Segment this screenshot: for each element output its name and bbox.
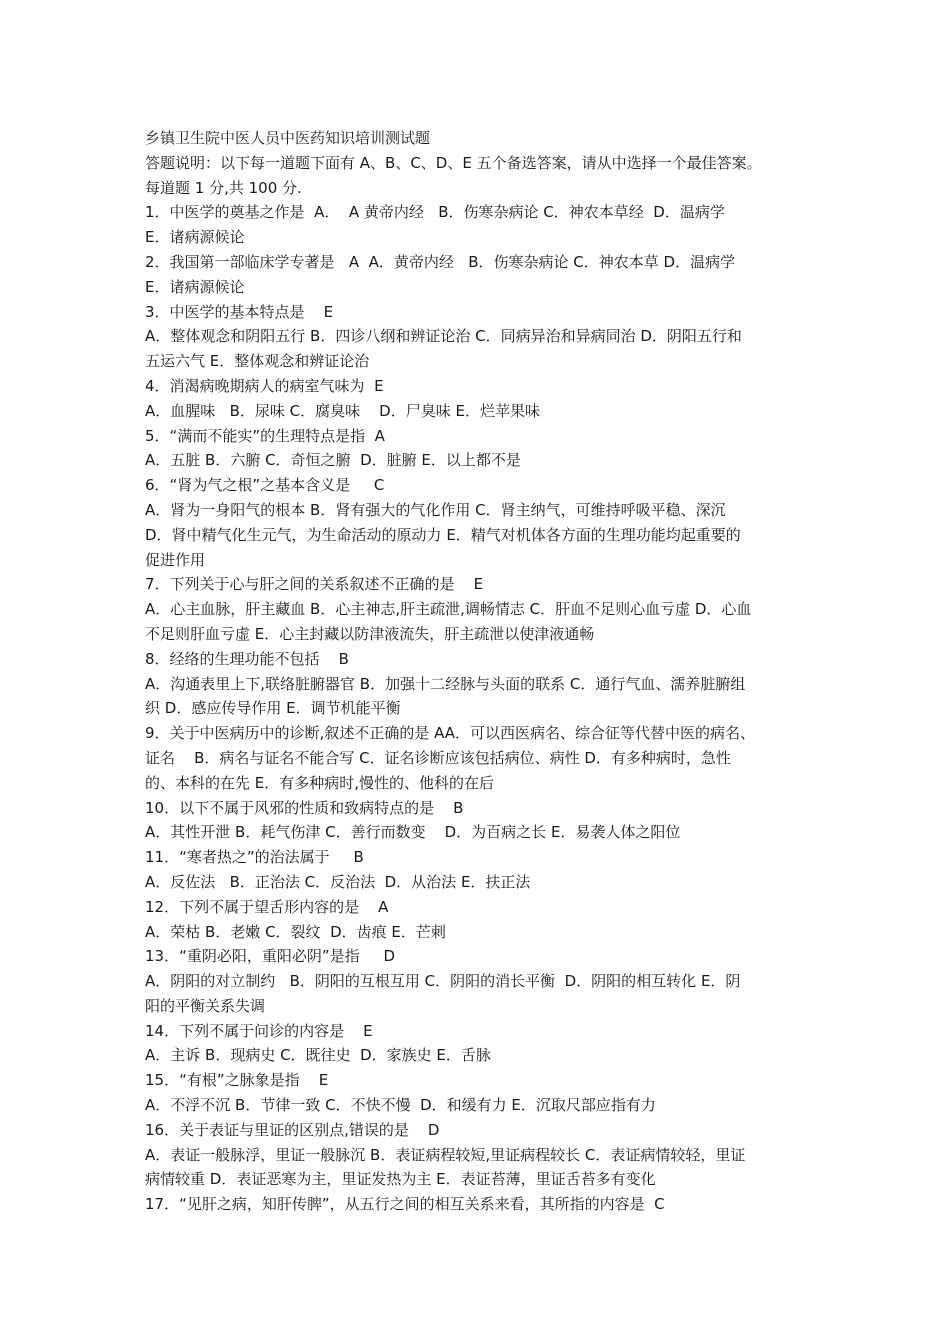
text-line: 证名 B．病名与证名不能合写 C．证名诊断应该包括病位、病性 D．有多种病时，急性: [145, 748, 731, 767]
text-line: E．诸病源候论: [145, 277, 245, 296]
text-line: 5．“满而不能实”的生理特点是指 A: [145, 426, 385, 445]
text-line: 3．中医学的基本特点是 E: [145, 302, 334, 321]
text-line: A．血腥味 B．尿味 C．腐臭味 D．尸臭味 E．烂苹果味: [145, 401, 540, 420]
text-line: 阳的平衡关系失调: [145, 996, 266, 1015]
text-line: 15．“有根”之脉象是指 E: [145, 1071, 329, 1090]
text-line: A．五脏 B．六腑 C．奇恒之腑 D．脏腑 E．以上都不是: [145, 451, 521, 470]
text-line: 织 D．感应传导作用 E．调节机能平衡: [145, 699, 401, 718]
text-line: A．不浮不沉 B．节律一致 C．不快不慢 D．和缓有力 E．沉取尺部应指有力: [145, 1096, 656, 1115]
text-line: E．诸病源候论: [145, 228, 245, 247]
text-line: A．阴阳的对立制约 B．阴阳的互根互用 C．阴阳的消长平衡 D．阴阳的相互转化 E．阴: [145, 972, 741, 991]
text-line: 6．“肾为气之根”之基本含义是 C: [145, 476, 385, 495]
text-line: 的、本科的在先 E．有多种病时,慢性的、他科的在后: [145, 773, 495, 792]
text-line: 12．下列不属于望舌形内容的是 A: [145, 897, 389, 916]
text-line: A．心主血脉，肝主藏血 B．心主神志,肝主疏泄,调畅情志 C．肝血不足则心血亏虚 D．心血: [145, 600, 752, 619]
text-line: A．表证一般脉浮，里证一般脉沉 B．表证病程较短,里证病程较长 C．表证病情较轻，里证: [145, 1145, 746, 1164]
text-line: 13．“重阴必阳，重阳必阴”是指 D: [145, 947, 396, 966]
text-line: 7．下列关于心与肝之间的关系叙述不正确的是 E: [145, 575, 484, 594]
text-line: A．整体观念和阴阳五行 B．四诊八纲和辨证论治 C．同病异治和异病同治 D．阴阳五行和: [145, 327, 742, 346]
text-line: 8．经络的生理功能不包括 B: [145, 649, 349, 668]
text-line: 2．我国第一部临床学专著是 A A．黄帝内经 B．伤寒杂病论 C．神农本草 D．温病学: [145, 252, 736, 271]
text-line: 17．“见肝之病，知肝传脾”，从五行之间的相互关系来看，其所指的内容是 C: [145, 1195, 665, 1214]
text-line: 不足则肝血亏虚 E．心主封藏以防津液流失，肝主疏泄以使津液通畅: [145, 624, 595, 643]
text-line: 16．关于表证与里证的区别点,错误的是 D: [145, 1120, 440, 1139]
text-line: 1．中医学的奠基之作是 A． A 黄帝内经 B．伤寒杂病论 C．神农本草经 D．温病学: [145, 203, 725, 222]
text-line: 11．“寒者热之”的治法属于 B: [145, 848, 364, 867]
text-line: 9．关于中医病历中的诊断,叙述不正确的是 AA．可以西医病名、综合征等代替中医的病名、: [145, 724, 756, 743]
text-line: 14．下列不属于问诊的内容是 E: [145, 1021, 373, 1040]
text-line: 促进作用: [145, 550, 206, 569]
document-page: [145, 126, 825, 1217]
text-line: 10．以下不属于风邪的性质和致病特点的是 B: [145, 798, 464, 817]
text-line: 五运六气 E．整体观念和辨证论治: [145, 352, 370, 371]
text-line: A．反佐法 B．正治法 C．反治法 D．从治法 E．扶正法: [145, 872, 531, 891]
text-line: A．主诉 B．现病史 C．既往史 D．家族史 E．舌脉: [145, 1046, 491, 1065]
text-line: 每道题 1 分,共 100 分.: [145, 178, 302, 197]
text-line: A．沟通表里上下,联络脏腑器官 B．加强十二经脉与头面的联系 C．通行气血、濡养脏腑组: [145, 674, 746, 693]
text-line: A．其性开泄 B．耗气伤津 C．善行而数变 D．为百病之长 E．易袭人体之阳位: [145, 823, 681, 842]
text-line: 病情较重 D．表证恶寒为主，里证发热为主 E．表证苔薄，里证舌苔多有变化: [145, 1170, 656, 1189]
text-line: 答题说明：以下每一道题下面有 A、B、C、D、E 五个备选答案，请从中选择一个最佳答案。: [145, 153, 762, 172]
text-line: 4．消渴病晚期病人的病室气味为 E: [145, 376, 384, 395]
document-title: 乡镇卫生院中医人员中医药知识培训测试题: [145, 129, 431, 147]
text-line: A．肾为一身阳气的根本 B．肾有强大的气化作用 C．肾主纳气，可维持呼吸平稳、深沉: [145, 500, 726, 519]
text-line: D．肾中精气化生元气，为生命活动的原动力 E．精气对机体各方面的生理功能均起重要的: [145, 525, 741, 544]
text-line: A．荣枯 B．老嫩 C．裂纹 D．齿痕 E．芒刺: [145, 922, 446, 941]
